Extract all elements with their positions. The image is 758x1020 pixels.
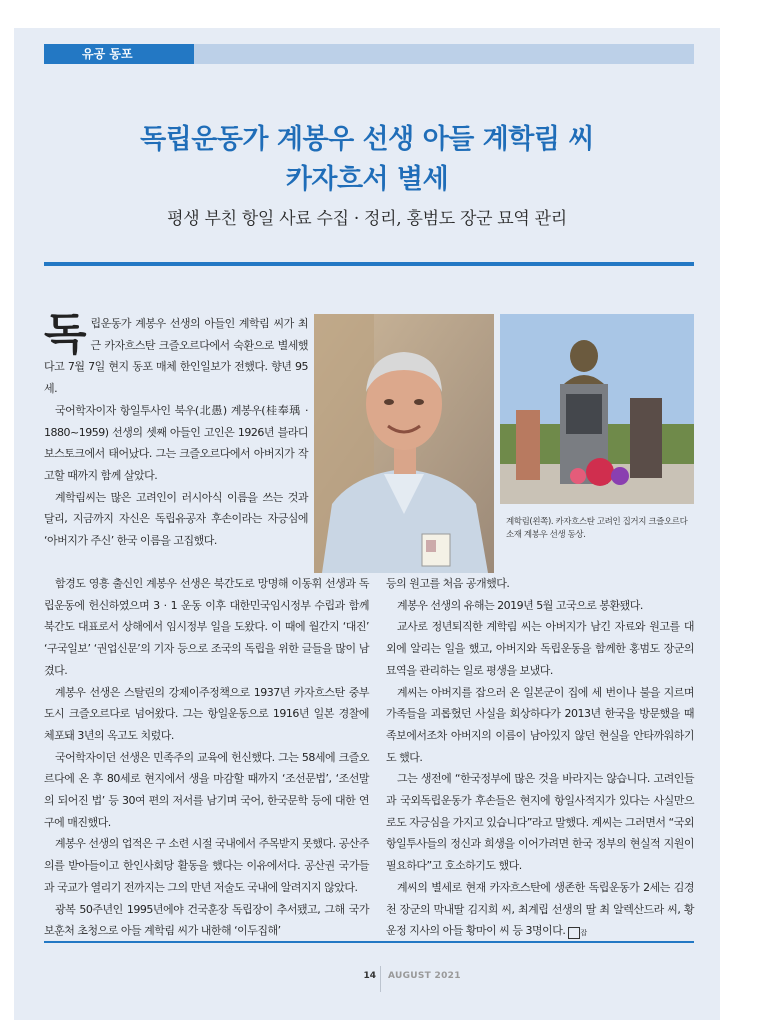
paragraph: 계씨의 별세로 현재 카자흐스탄에 생존한 독립운동가 2세는 김경천 장군의 막내딸 김지희 씨, 최계립 선생의 딸 최 알렉산드라 씨, 황운정 지사의 아들 황마이 씨 등 3명이다. 잡 bbox=[386, 880, 694, 938]
bottom-divider bbox=[44, 941, 694, 943]
paragraph: 함경도 영흥 출신인 계봉우 선생은 북간도로 망명해 이동휘 선생과 독립운동에 헌신하였으며 3 · 1 운동 이후 대한민국임시정부 수립과 함께 북간도 대표로서 상해에서 임시정부 일을 도왔다. 이 때에 월간지 ‘대진’ ‘구국일보’ ‘권업신문’의 기자 등으로 조국의 독립을 위한 글들을 많이 남겼다. bbox=[44, 577, 369, 677]
body-column-left-top bbox=[44, 309, 308, 552]
paragraph: 계학림씨는 많은 고려인이 러시아식 이름을 쓰는 것과 달리, 지금까지 자신은 독립유공자 후손이라는 자긍심에 ‘아버지가 주신’ 한국 이름을 고집했다. bbox=[44, 490, 308, 548]
paragraph: 계봉우 선생의 업적은 구 소련 시절 국내에서 주목받지 못했다. 공산주의를 받아들이고 한인사회당 활동을 했다는 이유에서다. 공산권 국가들과 국교가 열리기 전까지는 그의 만년 저술도 국내에 알려지지 않았다. bbox=[44, 837, 369, 894]
paragraph: 계봉우 선생의 유해는 2019년 5월 고국으로 봉환됐다. bbox=[397, 598, 643, 612]
article-title bbox=[14, 120, 720, 200]
monument-photo bbox=[500, 314, 694, 504]
paragraph: 계봉우 선생은 스탈린의 강제이주정책으로 1937년 카자흐스탄 중부도시 크즐오르다로 넘어왔다. 그는 항일운동으로 1916년 일본 경찰에 체포돼 3년의 옥고도 치렀다. bbox=[44, 685, 369, 742]
magazine-page bbox=[14, 28, 720, 1020]
paragraph: 그는 생전에 “한국정부에 많은 것을 바라지는 않습니다. 고려인들과 국외독립운동가 후손들은 현지에 항일사적지가 있다는 사실만으로도 자긍심을 가지고 있습니다”라고 말했다. 계씨는 그러면서 “국외 항일투사들의 정신과 희생을 이어가려면 한국 정부의 현실적 지원이 필요하다”고 호소하기도 했다. bbox=[386, 772, 694, 873]
paragraph: 국어학자이자 항일투사인 북우(北愚) 계봉우(桂奉瑀 · 1880~1959) 선생의 셋째 아들인 고인은 1926년 블라디보스토크에서 태어났다. 그는 크즐오르다에서 아버지가 작고할 때까지 함께 살았다. bbox=[44, 403, 308, 482]
paragraph: 국어학자이던 선생은 민족주의 교육에 헌신했다. 그는 58세에 크즐오르다에 온 후 80세로 현지에서 생을 마감할 때까지 ‘조선문법’, ‘조선말의 되어진 법’ 등 30여 편의 저서를 남기며 국어, 한국문학 등에 대한 연구에 매진했다. bbox=[44, 750, 369, 829]
portrait-photo bbox=[314, 314, 494, 573]
body-column-left-bottom bbox=[44, 573, 369, 942]
article-subtitle: 평생 부친 항일 사료 수집 · 정리, 홍범도 장군 묘역 관리 bbox=[167, 209, 567, 229]
section-label: 유공 동포 bbox=[44, 44, 194, 64]
body-column-right bbox=[386, 573, 694, 942]
issue-label: AUGUST 2021 bbox=[388, 971, 461, 981]
photo-caption: 계학림(왼쪽). 카자흐스탄 고려인 집거지 크즐오르다 소재 계봉우 선생 동상. bbox=[506, 517, 688, 540]
paragraph: 광복 50주년인 1995년에야 건국훈장 독립장이 추서됐고, 그해 국가보훈처 초청으로 아들 계학림 씨가 내한해 ‘이두집해’ bbox=[44, 902, 369, 938]
drop-cap: 독 bbox=[44, 309, 87, 360]
paragraph: 독립운동가 계봉우 선생의 아들인 계학림 씨가 최근 카자흐스탄 크즐오르다에서 숙환으로 별세했다고 7월 7일 현지 동포 매체 한인일보가 전했다. 향년 95세. bbox=[44, 309, 308, 396]
paragraph: 등의 원고를 처음 공개했다. bbox=[386, 577, 510, 590]
end-mark-icon: 잡 bbox=[568, 927, 580, 939]
paragraph: 계씨는 아버지를 잡으러 온 일본군이 집에 세 번이나 불을 지르며 가족들을 괴롭혔던 사실을 회상하다가 2013년 한국을 방문했을 때 족보에서조차 아버지의 이름이 남아있지 않던 현실을 안타까워하기도 했다. bbox=[386, 685, 694, 764]
footer-separator bbox=[380, 966, 381, 992]
title-divider bbox=[44, 262, 694, 266]
title-line-2: 카자흐서 별세 bbox=[285, 164, 449, 195]
section-header-bar bbox=[44, 44, 694, 64]
title-line-1: 독립운동가 계봉우 선생 아들 계학림 씨 bbox=[140, 124, 594, 155]
paragraph: 교사로 정년퇴직한 계학림 씨는 아버지가 남긴 자료와 원고를 대외에 알리는 일을 했고, 아버지와 독립운동을 함께한 홍범도 장군의 묘역을 관리하는 일로 평생을 보냈다. bbox=[386, 620, 694, 677]
page-number: 14 bbox=[363, 971, 376, 981]
